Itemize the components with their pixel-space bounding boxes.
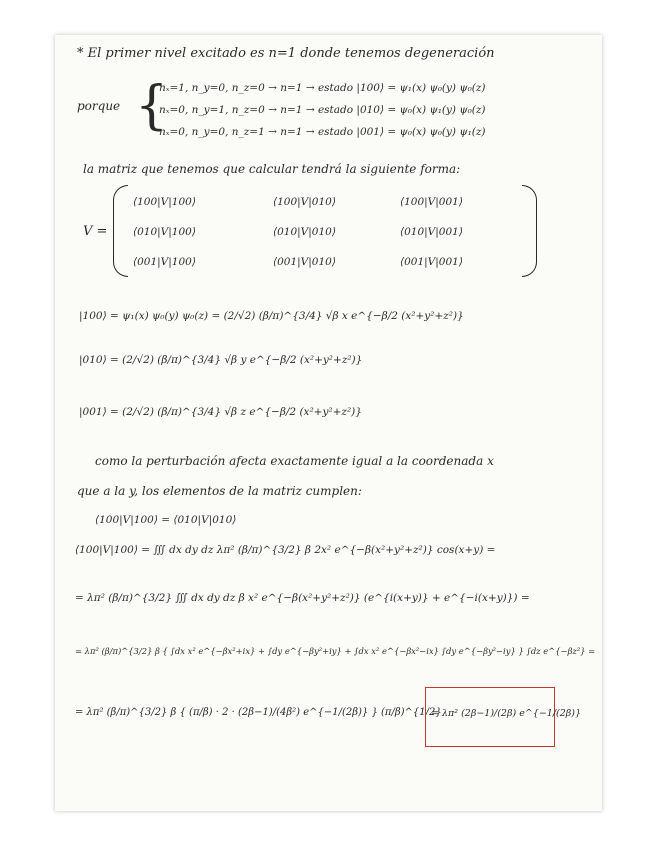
integral-step-2: = λπ² (β/π)^{3/2} ∭ dx dy dz β x² e^{−β(x²+y²+z²)} (e^{i(x+y)} + e^{−i(x+y)}) = — [75, 592, 530, 604]
matrix-cell: ⟨001|V|001⟩ — [400, 256, 463, 268]
result-expression: = λπ² (2β−1)/(2β) e^{−1/(2β)} — [431, 708, 582, 719]
matrix-right-paren — [522, 185, 537, 277]
case-line-3: nₓ=0, n_y=0, n_z=1 → n=1 → estado |001⟩ = ψ₀(x) ψ₀(y) ψ₁(z) — [159, 126, 486, 138]
matrix-cell: ⟨010|V|001⟩ — [400, 226, 463, 238]
state-100-eq: |100⟩ = ψ₁(x) ψ₀(y) ψ₀(z) = (2/√2) (β/π)^{3/4} √β x e^{−β/2 (x²+y²+z²)} — [79, 310, 464, 322]
perturbation-text-2: que a la y, los elementos de la matriz cumplen: — [77, 484, 362, 498]
matrix-left-paren — [113, 185, 128, 277]
matrix-cell: ⟨010|V|010⟩ — [273, 226, 336, 238]
state-010-eq: |010⟩ = (2/√2) (β/π)^{3/4} √β y e^{−β/2 (x²+y²+z²)} — [79, 354, 363, 366]
matrix-cell: ⟨001|V|010⟩ — [273, 256, 336, 268]
case-line-2: nₓ=0, n_y=1, n_z=0 → n=1 → estado |010⟩ = ψ₀(x) ψ₁(y) ψ₀(z) — [159, 104, 486, 116]
porque-label: porque — [77, 99, 121, 113]
handwritten-page — [55, 35, 602, 811]
matrix-cell: ⟨010|V|100⟩ — [133, 226, 196, 238]
case-line-1: nₓ=1, n_y=0, n_z=0 → n=1 → estado |100⟩ = ψ₁(x) ψ₀(y) ψ₀(z) — [159, 82, 486, 94]
integral-step-1: ⟨100|V|100⟩ = ∭ dx dy dz λπ² (β/π)^{3/2} β 2x² e^{−β(x²+y²+z²)} cos(x+y) = — [75, 544, 496, 556]
matrix-v-label: V = — [83, 224, 108, 239]
matrix-cell: ⟨100|V|100⟩ — [133, 196, 196, 208]
matrix-intro-line: la matriz que tenemos que calcular tendrá la siguiente forma: — [83, 162, 461, 176]
integral-step-4: = λπ² (β/π)^{3/2} β { (π/β) · 2 · (2β−1)/(4β²) e^{−1/(2β)} } (π/β)^{1/2} — [75, 707, 442, 718]
matrix-cell: ⟨001|V|100⟩ — [133, 256, 196, 268]
integral-step-3: = λπ² (β/π)^{3/2} β { ∫dx x² e^{−βx²+ix} + ∫dy e^{−βy²+iy} + ∫dx x² e^{−βx²−ix} ∫dy e^{−βy²−iy} } ∫dz e^{−βz²} = — [75, 646, 596, 656]
matrix-cell: ⟨100|V|001⟩ — [400, 196, 463, 208]
intro-line: * El primer nivel excitado es n=1 donde tenemos degeneración — [77, 46, 495, 61]
equality-line: ⟨100|V|100⟩ = ⟨010|V|010⟩ — [95, 514, 237, 526]
perturbation-text-1: como la perturbación afecta exactamente igual a la coordenada x — [95, 454, 494, 468]
left-brace: { — [135, 76, 169, 136]
matrix-cell: ⟨100|V|010⟩ — [273, 196, 336, 208]
state-001-eq: |001⟩ = (2/√2) (β/π)^{3/4} √β z e^{−β/2 (x²+y²+z²)} — [79, 406, 362, 418]
